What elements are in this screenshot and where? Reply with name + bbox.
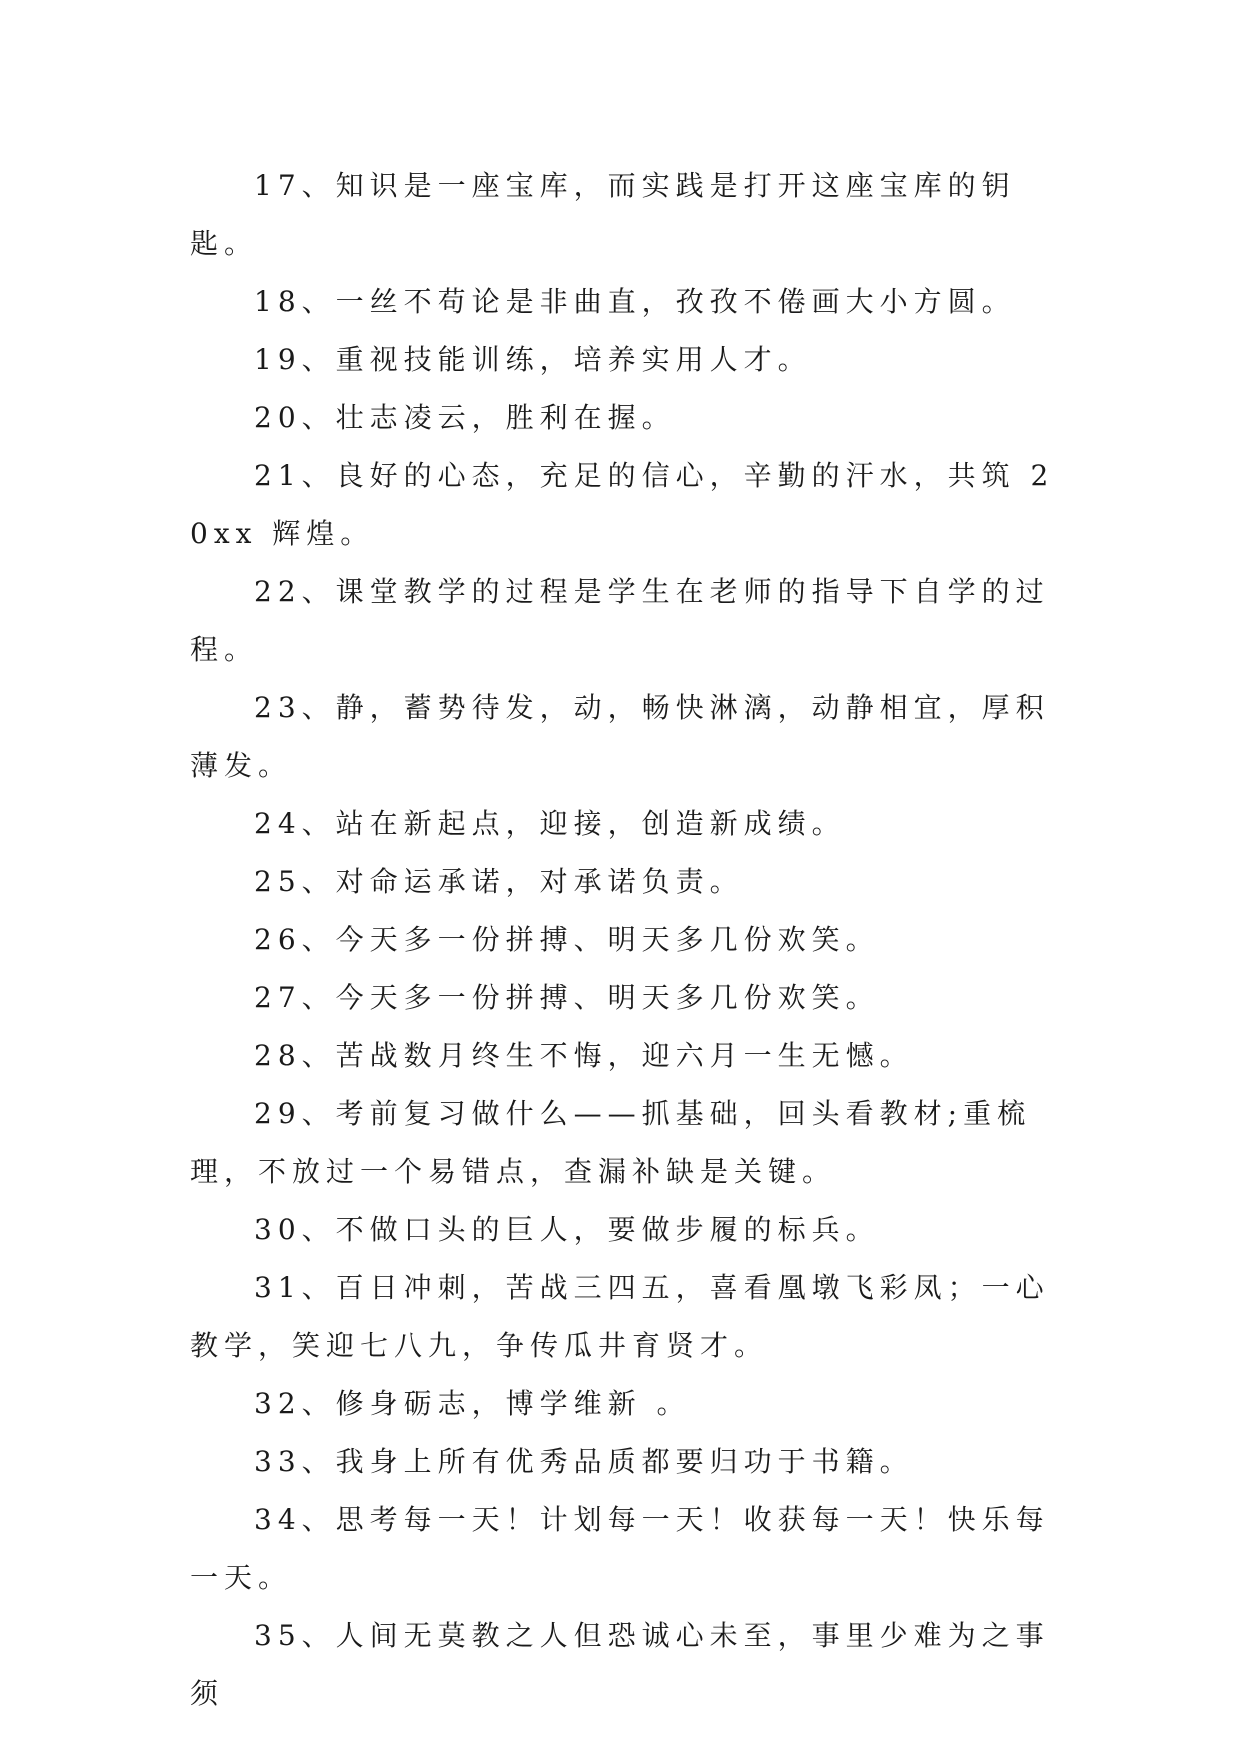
paragraph-24: 24、站在新起点，迎接，创造新成绩。 <box>254 807 846 840</box>
paragraph-25: 25、对命运承诺，对承诺负责。 <box>254 865 744 898</box>
paragraph-29: 29、考前复习做什么——抓基础，回头看教材;重梳理，不放过一个易错点，查漏补缺是关键。 <box>190 1097 1032 1188</box>
paragraph-34: 34、思考每一天！计划每一天！收获每一天！快乐每一天。 <box>190 1503 1050 1594</box>
paragraph-17: 17、知识是一座宝库，而实践是打开这座宝库的钥匙。 <box>190 169 1016 260</box>
paragraph-28: 28、苦战数月终生不悔，迎六月一生无憾。 <box>254 1039 914 1072</box>
paragraph-20: 20、壮志凌云，胜利在握。 <box>254 401 676 434</box>
paragraph-31: 31、百日冲刺，苦战三四五，喜看凰墩飞彩凤；一心教学，笑迎七八九，争传瓜井育贤才。 <box>190 1271 1050 1362</box>
paragraph-32: 32、修身砺志，博学维新 。 <box>254 1387 691 1420</box>
paragraph-33: 33、我身上所有优秀品质都要归功于书籍。 <box>254 1445 914 1478</box>
document-body <box>190 157 1060 1723</box>
paragraph-26: 26、今天多一份拼搏、明天多几份欢笑。 <box>254 923 880 956</box>
paragraph-35: 35、人间无莫教之人但恐诚心未至，事里少难为之事须 <box>190 1619 1050 1710</box>
paragraph-23: 23、静，蓄势待发，动，畅快淋漓，动静相宜，厚积薄发。 <box>190 691 1050 782</box>
paragraph-22: 22、课堂教学的过程是学生在老师的指导下自学的过程。 <box>190 575 1050 666</box>
paragraph-21: 21、良好的心态，充足的信心，辛勤的汗水，共筑 20xx 辉煌。 <box>190 459 1055 550</box>
paragraph-18: 18、一丝不苟论是非曲直，孜孜不倦画大小方圆。 <box>254 285 1016 318</box>
paragraph-19: 19、重视技能训练，培养实用人才。 <box>254 343 812 376</box>
paragraph-30: 30、不做口头的巨人，要做步履的标兵。 <box>254 1213 880 1246</box>
paragraph-27: 27、今天多一份拼搏、明天多几份欢笑。 <box>254 981 880 1014</box>
